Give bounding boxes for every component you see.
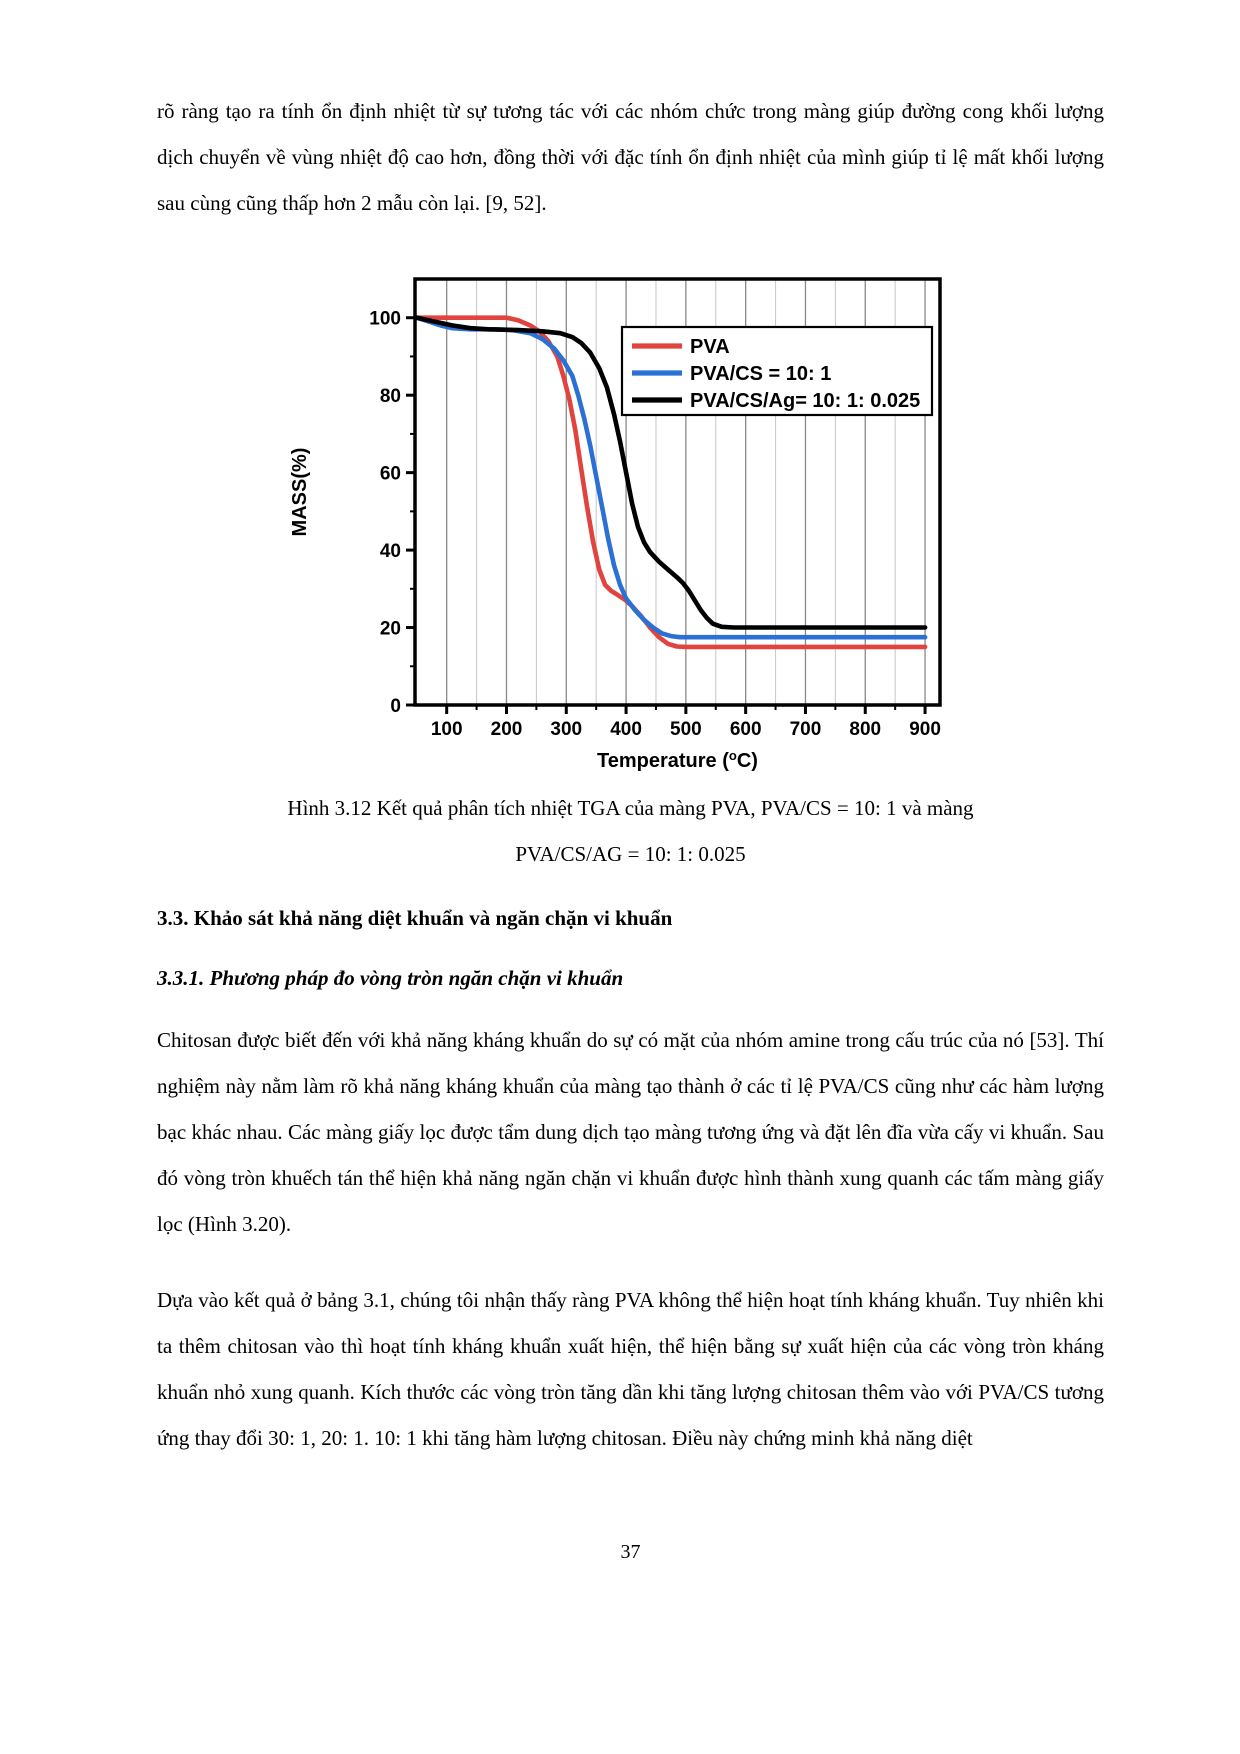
y-tick-label: 40 bbox=[379, 541, 401, 563]
x-tick-label: 300 bbox=[550, 719, 583, 740]
x-tick-label: 400 bbox=[610, 719, 642, 740]
section-heading-3-3-1: 3.3.1. Phương pháp đo vòng tròn ngăn chặn vi khuẩn bbox=[157, 966, 624, 990]
x-tick-label: 500 bbox=[670, 719, 702, 740]
figure-caption-line1: Hình 3.12 Kết quả phân tích nhiệt TGA của màng PVA, PVA/CS = 10: 1 và màng bbox=[287, 796, 974, 820]
x-tick-label: 900 bbox=[909, 719, 941, 740]
y-tick-label: 60 bbox=[379, 463, 401, 485]
y-tick-label: 100 bbox=[369, 308, 401, 330]
figure-caption-line2: PVA/CS/AG = 10: 1: 0.025 bbox=[515, 842, 746, 866]
x-tick-label: 100 bbox=[430, 719, 463, 740]
legend-label-1: PVA/CS = 10: 1 bbox=[690, 363, 832, 385]
section-heading-3-3: 3.3. Khảo sát khả năng diệt khuẩn và ngăn chặn vi khuẩn bbox=[157, 906, 673, 930]
x-tick-label: 700 bbox=[789, 719, 822, 740]
legend-label-2: PVA/CS/Ag= 10: 1: 0.025 bbox=[690, 390, 921, 412]
x-axis-label: Temperature ($^o$C) bbox=[597, 748, 758, 772]
figure-tga bbox=[157, 240, 1104, 775]
y-tick-label: 80 bbox=[379, 386, 401, 408]
paragraph-results: Dựa vào kết quả ở bảng 3.1, chúng tôi nhận thấy ràng PVA không thể hiện hoạt tính kháng khuẩn. Tuy nhiên khi ta thêm chitosan vào thì hoạt tính kháng khuẩn xuất hiện, thể hiện bằng sự xuất hiện của các vòng tròn kháng khuẩn nhỏ xung quanh. Kích thước các vòng tròn tăng dần khi tăng lượng chitosan thêm vào với PVA/CS tương ứng thay đổi 30: 1, 20: 1. 10: 1 khi tăng hàm lượng chitosan. Điều này chứng minh khả năng diệt bbox=[157, 1288, 1104, 1450]
legend-label-0: PVA bbox=[690, 336, 730, 358]
x-tick-label: 800 bbox=[849, 719, 882, 740]
x-tick-label: 200 bbox=[490, 719, 523, 740]
tga-chart bbox=[286, 240, 946, 775]
paragraph-continuation: rõ ràng tạo ra tính ổn định nhiệt từ sự tương tác với các nhóm chức trong màng giúp đường cong khối lượng dịch chuyển về vùng nhiệt độ cao hơn, đồng thời với đặc tính ổn định nhiệt của mình giúp tỉ lệ mất khối lượng sau cùng cũng thấp hơn 2 mẫu còn lại. [9, 52]. bbox=[157, 99, 1104, 215]
paragraph-method: Chitosan được biết đến với khả năng kháng khuẩn do sự có mặt của nhóm amine trong cấu trúc của nó [53]. Thí nghiệm này nằm làm rõ khả năng kháng khuẩn của màng tạo thành ở các tỉ lệ PVA/CS cũng như các hàm lượng bạc khác nhau. Các màng giấy lọc được tẩm dung dịch tạo màng tương ứng và đặt lên đĩa vừa cấy vi khuẩn. Sau đó vòng tròn khuếch tán thể hiện khả năng ngăn chặn vi khuẩn được hình thành xung quanh các tấm màng giấy lọc (Hình 3.20). bbox=[157, 1028, 1104, 1236]
figure-caption bbox=[157, 785, 1104, 877]
x-tick-label: 600 bbox=[729, 719, 762, 740]
y-tick-label: 0 bbox=[390, 696, 401, 717]
y-axis-label: MASS(%) bbox=[289, 447, 311, 537]
page-number: 37 bbox=[620, 1541, 641, 1563]
y-tick-label: 20 bbox=[379, 618, 401, 640]
